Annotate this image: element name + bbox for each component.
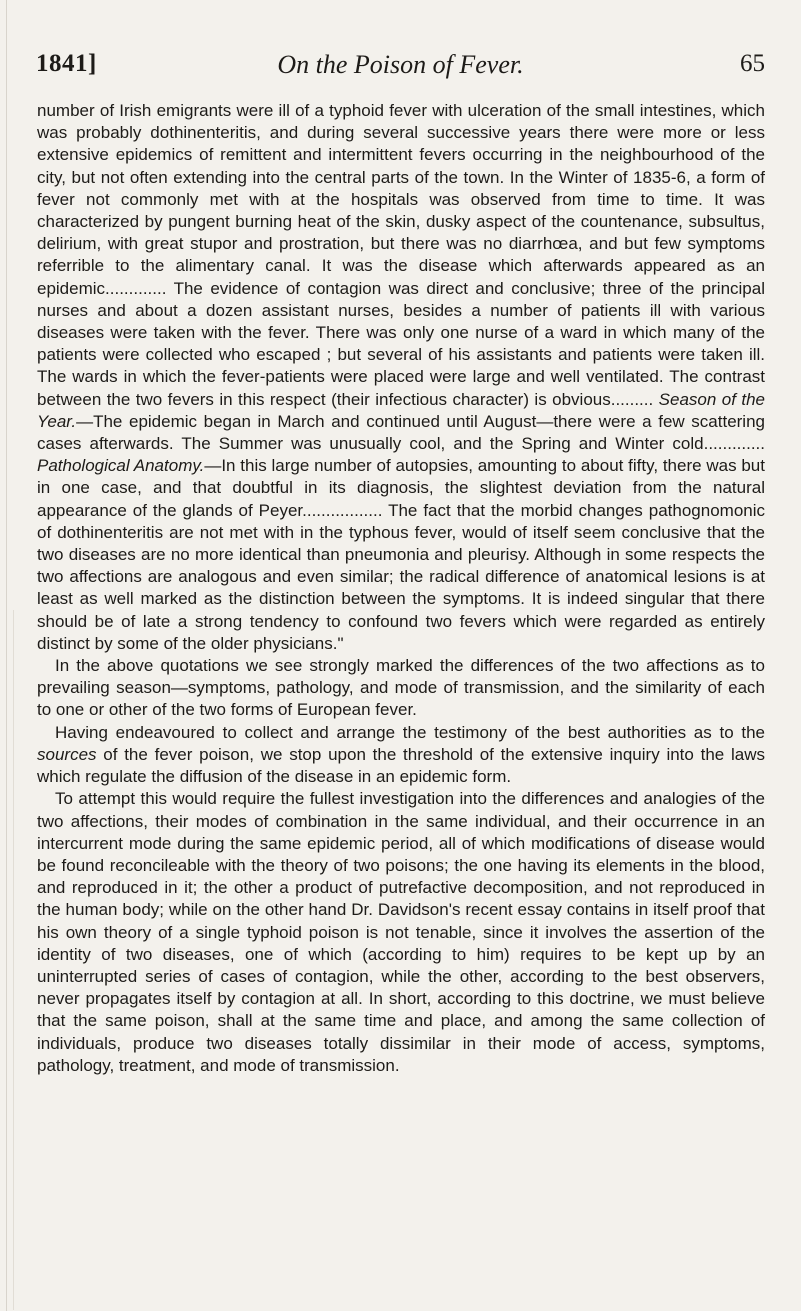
section-heading-pathology: Pathological Anatomy. [37, 456, 205, 476]
paragraph: To attempt this would require the fullest investigation into the differences and analogies of the two affections, their modes of combination in the same individual, and their occurrence in an intercurrent mode during the same epidemic period, all of which modifications of disease would be found reconcileable with the theory of two poisons; the one having its elements in the blood, and reproduced in it; the other a product of putrefactive decomposition, and not reproduced in the human body; while on the other hand Dr. Davidson's recent essay contains in itself proof that his own theory of a single typhoid poison is not tenable, since it involves the assertion of the identity of two diseases, one of which (according to him) requires to be kept up by an uninterrupted series of cases of contagion, while the other, according to the best observers, never propagates itself by contagion at all. In short, according to this doctrine, we must believe that the same poison, shall at the same time and place, and among the same collection of individuals, produce two diseases totally dissimilar in their mode of access, symptoms, pathology, treatment, and mode of transmission. [37, 789, 765, 1075]
paragraph: In the above quotations we see strongly marked the differences of the two affections as to prevailing season—symptoms, pathology, and mode of transmission, and the similarity of each to one or other of the two forms of European fever. [37, 656, 765, 720]
text-run: Having endeavoured to collect and arrange the testimony of the best authorities as to the [55, 722, 765, 742]
page-edge-line [13, 610, 14, 1310]
header-title: On the Poison of Fever. [277, 50, 524, 79]
emphasis-sources: sources [37, 744, 97, 764]
paragraph [37, 100, 765, 655]
body-text [37, 100, 765, 1077]
text-run: number of Irish emigrants were ill of a typhoid fever with ulceration of the small intestines, which was probably dothinenteritis, and during several successive years there were more or less extensive epidemics of remittent and intermittent fevers occurring in the neighbourhood of the city, but not often extending into the central parts of the town. In the Winter of 1835-6, a form of fever not commonly met with at the hospitals was observed from time to time. It was characterized by pungent burning heat of the skin, dusky aspect of the countenance, subsultus, delirium, with great stupor and prostration, but there was no diarrhœa, and but few symptoms referrible to the alimentary canal. It was the disease which afterwards appeared as an epidemic............. The evidence of contagion was direct and conclusive; three of the principal nurses and about a dozen assistant nurses, besides a number of patients ill with various diseases were taken with the fever. There was only one nurse of a ward in which many of the patients were collected who escaped ; but several of his assistants and patients were taken ill. The wards in which the fever-patients were placed were large and well ventilated. The contrast between the two fevers in this respect (their infectious character) is obvious......... [37, 101, 765, 409]
header-year: 1841] [36, 50, 97, 77]
running-header [36, 44, 765, 84]
text-run: —The epidemic began in March and continued until August—there were a few scattering cases afterwards. The Summer was unusually cool, and the Spring and Winter cold............. [37, 411, 765, 454]
page-number: 65 [740, 50, 765, 77]
text-run: —In this large number of autopsies, amounting to about fifty, there was but in one case, and that doubtful in its diagnosis, the slightest deviation from the natural appearance of the glands of Peyer................. The fact that the morbid changes pathognomonic of dothinenteritis are not met with in the typhous fever, would of itself seem conclusive that the two diseases are no more identical than pneumonia and pleurisy. Although in some respects the two affections are analogous and even similar; the radical difference of anatomical lesions is at least as well marked as the distinction between the symptoms. It is indeed singular that there should be of late a strong tendency to confound two fevers which were regarded as entirely distinct by some of the older physicians." [37, 456, 765, 653]
paragraph [37, 722, 765, 789]
section-heading-season: Season of the Year. [37, 389, 765, 431]
page-edge-line [6, 0, 7, 1311]
text-run: of the fever poison, we stop upon the threshold of the extensive inquiry into the laws which regulate the diffusion of the disease in an epidemic form. [37, 744, 765, 787]
